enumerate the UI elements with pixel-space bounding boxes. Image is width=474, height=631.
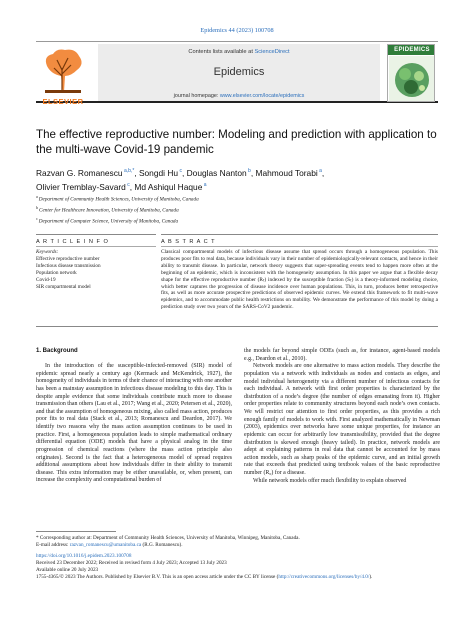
journal-homepage	[98, 93, 380, 99]
author-name: Mahmoud Torabi	[255, 167, 318, 178]
affiliation-list	[36, 193, 438, 226]
doi-link[interactable]: https://doi.org/10.1016/j.epidem.2023.100708	[36, 553, 132, 559]
affiliation-item	[36, 204, 438, 215]
keyword-item: Covid-19	[36, 276, 56, 283]
cover-title: EPIDEMICS	[394, 46, 430, 53]
author-name: Songdi Hu	[138, 167, 179, 178]
running-header[interactable]: Epidemics 44 (2023) 100708	[200, 27, 274, 34]
contents-line	[98, 49, 380, 55]
footnote-divider	[36, 531, 116, 532]
body-column-right	[244, 348, 440, 485]
keywords-list	[36, 256, 156, 291]
body-paragraph: While network models offer much flexibility to explain observed	[253, 477, 407, 484]
affiliation-marker: a	[36, 194, 39, 199]
body-paragraph: In the introduction of the susceptible-infected-removed (SIR) model of epidemic spread nearly a century ago (Kermack and McKendrick, 1927), the homogeneity of individuals in terms of their chance of interacting with one another has been a mainstay assumption in infectious disease modeling to this day. This is despite ample evidence that some individuals contribute much more to disease transmission than others (Lau et al., 2017; Wang et al., 2020; Petersen et al., 2020), and that the assumption of homogeneous mixing, also called mass action, produces poor fits to real data (Stack et al., 2013; Romanescu and Deardon, 2017). We identify two reasons why the mass action assumption continues to be used in practice. First, a homogeneous population leads to simple mathematical ordinary differential equation (ODE) models that have a physical analog in the time progression of chemical reactions (where the mass action principle also originates). Second is the fact that a heterogeneous model of spread requires additional assumptions about how individuals differ in their ability to transmit disease. This extra information may be either unavailable, or, when present, can increase the complexity and computational burden of	[36, 363, 232, 484]
online-date: Available online 20 July 2023	[36, 567, 99, 573]
author-affil-marker: c	[125, 181, 130, 188]
section-heading-background: 1. Background	[36, 348, 78, 354]
abstract-bottom-rule	[36, 326, 438, 327]
keyword-item: SIR compartmental model	[36, 283, 91, 290]
received-dates: Received 23 December 2022; Received in revised form 4 July 2023; Accepted 13 July 2023	[36, 560, 227, 566]
elsevier-tree-logo	[37, 46, 89, 96]
keywords-block	[36, 249, 156, 290]
author-affil-marker: b	[246, 168, 251, 174]
article-title: The effective reproductive number: Modeling and prediction with application to the multi-wave Covid-19 pandemic	[36, 128, 437, 156]
author-affil-marker: a	[317, 168, 322, 174]
license-line	[36, 574, 438, 581]
author-affil-marker: a,b,*	[122, 168, 135, 174]
cover-artwork	[389, 56, 435, 102]
keyword-item: Infectious disease transmission	[36, 262, 101, 269]
email-label: E-mail address:	[36, 542, 70, 548]
body-column-left	[36, 363, 232, 485]
contents-prefix: Contents lists available at	[188, 49, 255, 55]
author-name: Douglas Nanton	[186, 167, 247, 178]
author-name: Md Ashiqul Haque	[134, 181, 203, 192]
homepage-link[interactable]: www.elsevier.com/locate/epidemics	[219, 93, 305, 99]
keyword-item: Effective reproductive number	[36, 255, 100, 262]
author-line-1: Razvan G. Romanescu $^{a,b,*}$, Songdi Hu $^c$, Douglas Nanton $^b$, Mahmoud Torabi $^a$,	[36, 167, 325, 178]
abstract-divider	[161, 246, 438, 247]
author-affil-marker: c	[178, 168, 182, 174]
journal-title: Epidemics	[213, 66, 265, 78]
footnotes	[36, 535, 438, 581]
affiliation-item	[36, 215, 438, 226]
license-link[interactable]: http://creativecommons.org/licenses/by/4.0/	[278, 574, 370, 580]
affiliation-text: Department of Computer Science, University of Manitoba, Canada	[38, 219, 179, 226]
body-paragraph: the models far beyond simple ODEs (such as, for instance, agent-based models e.g., Deardon et al., 2010).	[244, 348, 440, 362]
keyword-item: Population network	[36, 269, 77, 276]
affiliation-text: Department of Community Health Sciences, University of Manitoba, Canada	[38, 196, 199, 203]
abstract-text: Classical compartmental models of infectious disease assume that spread occurs through a homogeneous population. This produces poor fits to real data, because individuals vary in their number of epidemiologically-relevant contacts, and hence in their ability to transmit disease. In particular, network theory suggests that super-spreading events tend to happen more often at the beginning of an epidemic, which is inconsistent with the homogeneity assumption. In this paper we argue that a flexible decay shape for the effective reproductive number (Rₜ) indexed by the susceptible fraction (Sₜ) is a theory-informed modeling choice, which better captures the progression of disease incidence over human populations. This, in turn, produces better retrospective fits, as well as more accurate prospective predictions of observed epidemic curves. We extend this framework to fit multi-wave epidemics, and to accommodate public health restrictions on mobility. We demonstrate the performance of this model by doing a prediction study over two years of the SARS-CoV2 pandemic.	[161, 249, 438, 311]
author-name: Razvan G. Romanescu	[36, 167, 123, 178]
journal-cover-thumbnail	[387, 44, 435, 102]
body-paragraph: Network models are one alternative to mass action models. They describe the population via a network with individuals as nodes and contacts as edges, and model individual heterogeneity via a different number of infectious contacts for each individual. A network with first order properties is characterized by the distribution of a node’s degree (the number of edges emanating from it). Higher order properties relate to community structures beyond each node’s own contacts. We will restrict our attention to first order properties, as this provides a rich enough family of models to work with. First analyzed mathematically in Newman (2003), epidemics over networks have some unique properties, for instance an epidemic can occur for arbitrarily low transmissibility, provided that the degree distribution is skewed enough (heavy tailed). In practice, network models are adept at explaining patterns in real data that cannot be accounted for by mass action models, such as sharp peaks of the epidemic curve, and an initial growth rate that exceeds that predicted using textbook values of the basic reproductive number (R₀) for a disease.	[244, 363, 440, 476]
affiliation-text: Center for Healthcare Innovation, University of Manitoba, Canada	[39, 207, 179, 214]
keywords-divider	[36, 246, 156, 247]
affiliation-marker: c	[36, 216, 39, 222]
email-link[interactable]: razvan_romanescu@umanitoba.ca	[69, 542, 142, 548]
abstract-heading: A B S T R A C T	[161, 234, 438, 245]
publisher-wordmark: ELSEVIER	[42, 97, 84, 106]
email-suffix: (R.G. Romanescu).	[141, 542, 183, 548]
article-info-heading: A R T I C L E I N F O	[36, 234, 156, 245]
affiliation-item	[36, 193, 438, 204]
license-suffix: ).	[369, 574, 373, 580]
email-line	[36, 542, 438, 549]
corresponding-author-note: * Corresponding author at: Department of Community Health Sciences, University of Manitoba, Winnipeg, Manitoba, Canada.	[36, 535, 300, 541]
affiliation-marker: b	[36, 205, 39, 211]
keywords-label: Keywords:	[36, 249, 59, 255]
author-affil-marker: a	[202, 181, 207, 188]
author-name: Olivier Tremblay-Savard	[36, 181, 126, 192]
author-line-2: Olivier Tremblay-Savard $^c$, Md Ashiqul Haque $^a$	[36, 181, 207, 192]
sciencedirect-link[interactable]: ScienceDirect	[254, 49, 290, 55]
author-list	[36, 165, 438, 193]
homepage-prefix: journal homepage:	[173, 93, 220, 99]
license-prefix: 1755-4365/© 2023 The Authors. Published by Elsevier B.V. This is an open access article under the CC BY license (	[36, 574, 279, 580]
